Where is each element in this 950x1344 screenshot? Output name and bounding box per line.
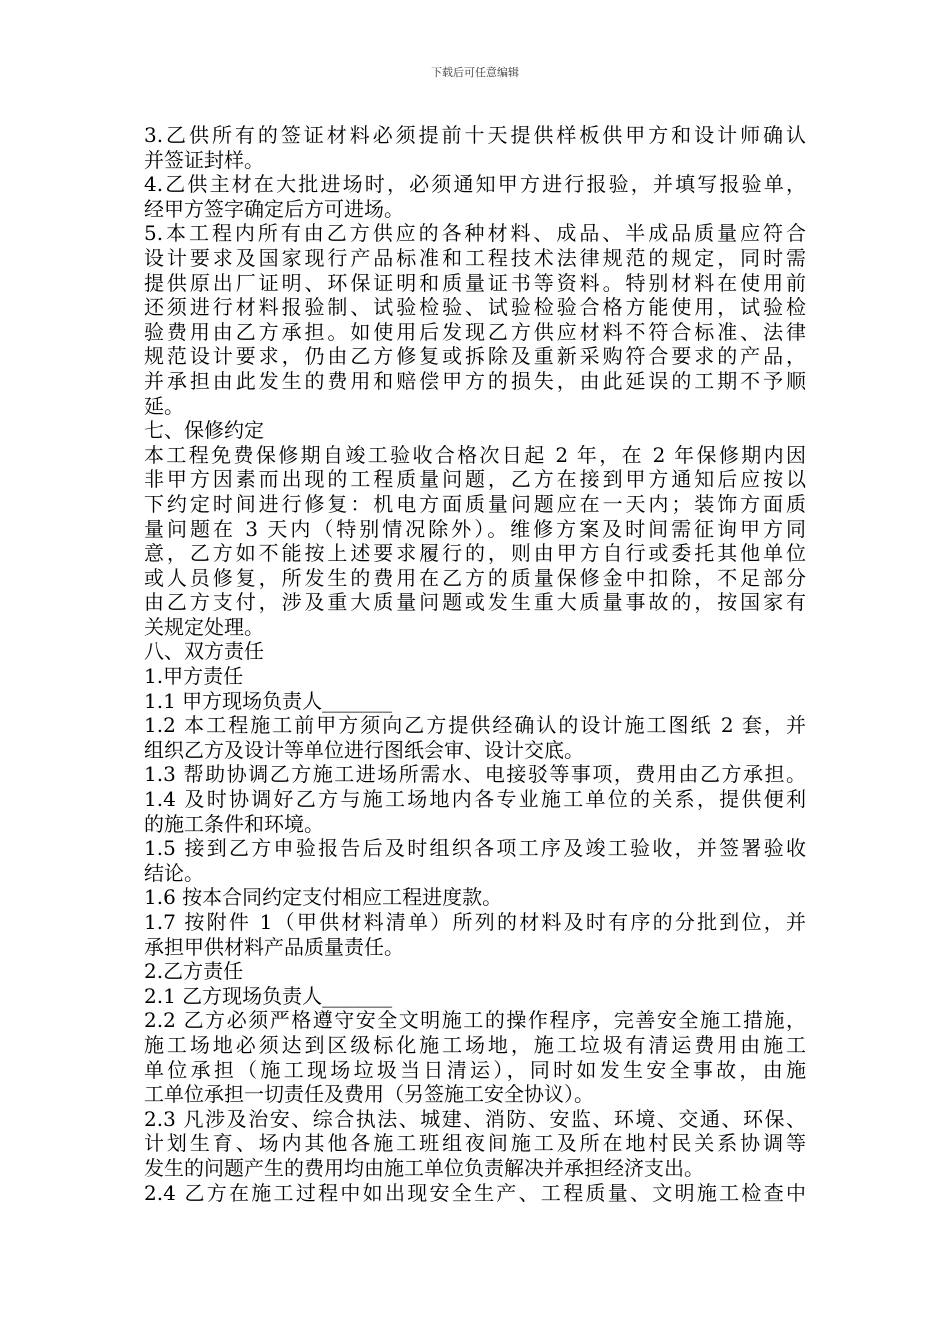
- text-line: 下约定时间进行修复：机电方面质量问题应在一天内；装饰方面质: [144, 491, 806, 516]
- text-line: 1.7 按附件 1（甲供材料清单）所列的材料及时有序的分批到位，并: [144, 910, 806, 934]
- text-line: 1.4 及时协调好乙方与施工场地内各专业施工单位的关系，提供便利: [144, 787, 806, 812]
- text-line: 2.3 凡涉及治安、综合执法、城建、消防、安监、环境、交通、环保、: [144, 1106, 806, 1131]
- text-line: 并签证封样。: [144, 147, 264, 172]
- text-line: 非甲方因素而出现的工程质量问题，乙方在接到甲方通知后应按以: [144, 467, 806, 492]
- text-line: 5.本工程内所有由乙方供应的各种材料、成品、半成品质量应符合: [144, 221, 806, 246]
- text-line: 验费用由乙方承担。如使用后发现乙方供应材料不符合标准、法律: [144, 319, 806, 344]
- text-line: 3.乙供所有的签证材料必须提前十天提供样板供甲方和设计师确认: [144, 123, 806, 147]
- text-line: 组织乙方及设计等单位进行图纸会审、设计交底。: [144, 737, 584, 762]
- text-line: 设计要求及国家现行产品标准和工程技术法律规范的规定，同时需: [144, 245, 806, 270]
- text-line: 单位承担（施工现场垃圾当日清运），同时如发生安全事故，由施: [144, 1057, 806, 1082]
- text-line: 工单位承担一切责任及费用（另签施工安全协议）。: [144, 1082, 594, 1107]
- text-line: 八、双方责任: [144, 639, 264, 664]
- text-line: 2.4 乙方在施工过程中如出现安全生产、工程质量、文明施工检查中: [144, 1180, 806, 1205]
- text-line: 并承担由此发生的费用和赔偿甲方的损失，由此延误的工期不予顺: [144, 368, 806, 393]
- text-line: 意，乙方如不能按上述要求履行的，则由甲方自行或委托其他单位: [144, 541, 806, 566]
- text-line: 经甲方签字确定后方可进场。: [144, 196, 404, 221]
- page-header-note: 下载后可任意编辑: [431, 66, 519, 79]
- text-line: 的施工条件和环境。: [144, 811, 324, 836]
- text-line: 七、保修约定: [144, 418, 264, 443]
- text-line: 2.2 乙方必须严格遵守安全文明施工的操作程序，完善安全施工措施，: [144, 1008, 806, 1033]
- text-line: 4.乙供主材在大批进场时，必须通知甲方进行报验，并填写报验单，: [144, 172, 806, 197]
- text-line: 发生的问题产生的费用均由施工单位负责解决并承担经济支出。: [144, 1155, 704, 1180]
- document-body: [144, 123, 806, 1205]
- text-line: 量问题在 3 天内（特别情况除外）。维修方案及时间需征询甲方同: [144, 516, 806, 541]
- text-line: 规范设计要求，仍由乙方修复或拆除及重新采购符合要求的产品，: [144, 344, 806, 369]
- text-line: 1.2 本工程施工前甲方须向乙方提供经确认的设计施工图纸 2 套，并: [144, 713, 806, 738]
- text-line: 延。: [144, 393, 184, 418]
- text-line: 由乙方支付，涉及重大质量问题或发生重大质量事故的，按国家有: [144, 590, 806, 615]
- text-line: 承担甲供材料产品质量责任。: [144, 934, 404, 959]
- text-line: 1.3 帮助协调乙方施工进场所需水、电接驳等事项，费用由乙方承担。: [144, 762, 806, 787]
- text-line: 提供原出厂证明、环保证明和质量证书等资料。特别材料在使用前: [144, 270, 806, 295]
- text-line: 本工程免费保修期自竣工验收合格次日起 2 年，在 2 年保修期内因: [144, 442, 806, 467]
- text-line: 1.6 按本合同约定支付相应工程进度款。: [144, 885, 503, 910]
- text-line: 或人员修复，所发生的费用在乙方的质量保修金中扣除，不足部分: [144, 565, 806, 590]
- text-line: 2.乙方责任: [144, 959, 244, 984]
- text-line: 施工场地必须达到区级标化施工场地，施工垃圾有清运费用由施工: [144, 1032, 806, 1057]
- text-line: 还须进行材料报验制、试验检验、试验检验合格方能使用，试验检: [144, 295, 806, 320]
- text-line: 2.1 乙方现场负责人_______: [144, 983, 393, 1008]
- text-line: 1.1 甲方现场负责人_______: [144, 688, 393, 713]
- text-line: 结论。: [144, 860, 204, 885]
- text-line: 关规定处理。: [144, 614, 264, 639]
- text-line: 1.5 接到乙方申验报告后及时组织各项工序及竣工验收，并签署验收: [144, 836, 806, 861]
- text-line: 计划生育、场内其他各施工班组夜间施工及所在地村民关系协调等: [144, 1131, 806, 1156]
- text-line: 1.甲方责任: [144, 664, 244, 689]
